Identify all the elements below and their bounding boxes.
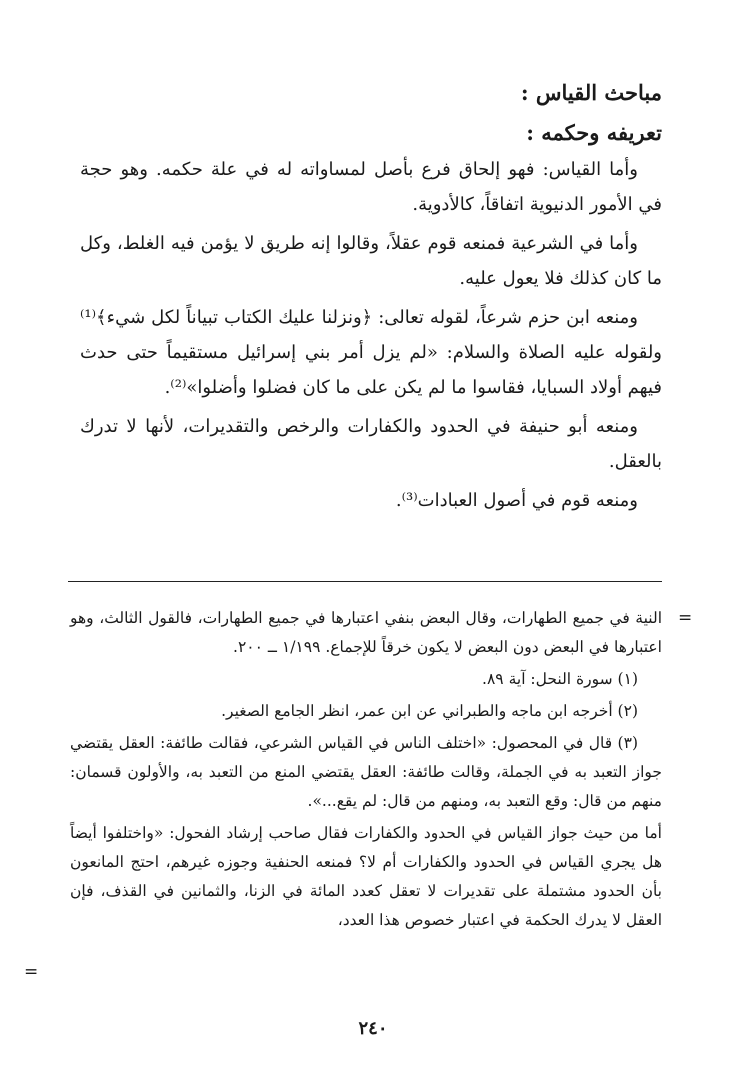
paragraph-rational-objection: وأما في الشرعية فمنعه قوم عقلاً، وقالوا إنه طريق لا يؤمن فيه الغلط، وكل ما كان كذلك فلا يعول عليه. xyxy=(80,233,662,289)
footnote-divider xyxy=(68,581,662,582)
footnote-3-continued: أما من حيث جواز القياس في الحدود والكفارات فقال صاحب إرشاد الفحول: «واختلفوا أيضاً هل يجري القياس في الحدود والكفارات أم لا؟ فمنعه الحنفية وجوزه غيرهم، احتج المانعون بأن الحدود مشتملة على تقديرات لا تعقل كعدد المائة في الزنا، والثمانين في القذف، فإن العقل لا يدرك الحكمة في اعتبار خصوص هذا العدد، xyxy=(70,824,662,929)
footnote-continued: النية في جميع الطهارات، وقال البعض بنفي اعتبارها في جميع الطهارات، فالقول الثالث، وهو اعتبارها في البعض دون البعض لا يكون خرقاً للإجماع. ١/١٩٩ ــ ٢٠٠. xyxy=(70,609,662,656)
paragraph-worship: ومنعه قوم في أصول العبادات⁽³⁾. xyxy=(395,490,638,511)
footnotes xyxy=(70,604,662,938)
main-text xyxy=(80,78,662,518)
subsection-heading: تعريفه وحكمه : xyxy=(526,120,662,145)
page-number: ٢٤٠ xyxy=(358,1018,388,1039)
footnote-1: (١) سورة النحل: آية ٨٩. xyxy=(482,670,638,688)
footnote-3: (٣) قال في المحصول: «اختلف الناس في القياس الشرعي، فقالت طائفة: العقل يقتضي جواز التعبد به في الجملة، وقالت طائفة: العقل يقتضي المنع من التعبد به، والأولون قسمان: منهم من قال: وقع التعبد به، ومنهم من قال: لم يقع...». xyxy=(70,734,662,810)
paragraph-ibn-hazm: ومنعه ابن حزم شرعاً، لقوله تعالى: ﴿ونزلنا عليك الكتاب تبياناً لكل شيء﴾⁽¹⁾ ولقوله عليه الصلاة والسلام: «لم يزل أمر بني إسرائيل مستقيماً حتى حدث فيهم أولاد السبايا، فقاسوا ما لم يكن على ما كان فضلوا وأضلوا»⁽²⁾. xyxy=(80,307,662,398)
section-heading: مباحث القياس : xyxy=(520,80,662,105)
continuation-mark: = xyxy=(678,608,693,628)
end-continuation-mark: = xyxy=(24,962,39,982)
footnote-2: (٢) أخرجه ابن ماجه والطبراني عن ابن عمر، انظر الجامع الصغير. xyxy=(221,702,638,720)
paragraph-abu-hanifa: ومنعه أبو حنيفة في الحدود والكفارات والرخص والتقديرات، لأنها لا تدرك بالعقل. xyxy=(80,416,662,472)
paragraph-definition: وأما القياس: فهو إلحاق فرع بأصل لمساواته له في علة حكمه. وهو حجة في الأمور الدنيوية اتفاقاً، كالأدوية. xyxy=(80,159,662,215)
